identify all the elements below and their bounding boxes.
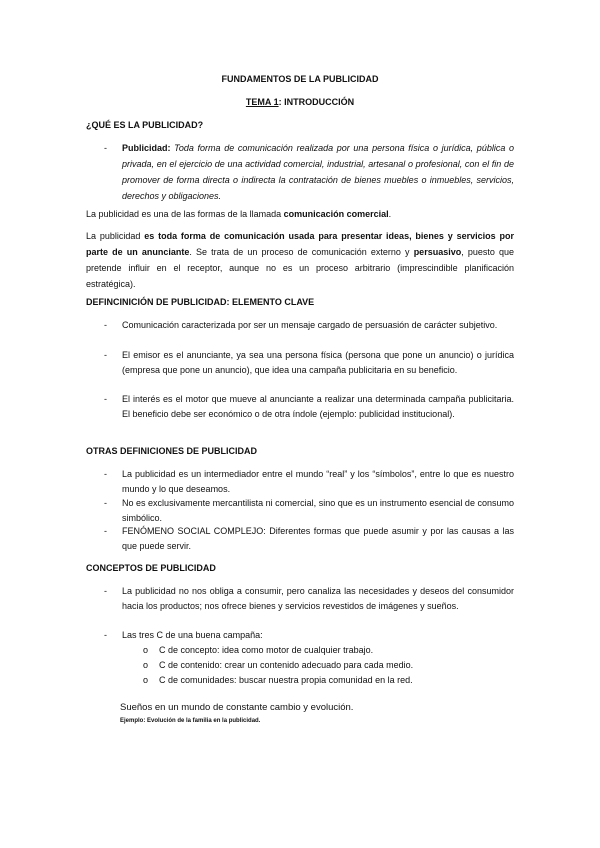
text-run-bold: persuasivo xyxy=(413,247,462,257)
list-item xyxy=(104,318,514,333)
list-item-text: El emisor es el anunciante, ya sea una persona física (persona que pone un anuncio) o jurídica (empresa que pone un anuncio), que idea una campaña publicitaria en su beneficio. xyxy=(122,350,514,376)
bullet-dash: - xyxy=(104,526,107,536)
topic-title xyxy=(0,97,600,107)
section-heading-key-element: DEFINCINICIÓN DE PUBLICIDAD: ELEMENTO CLAVE xyxy=(86,297,315,307)
sub-list-item xyxy=(143,643,373,658)
sub-list-item-text: C de concepto: idea como motor de cualquier trabajo. xyxy=(159,645,374,655)
list-item xyxy=(104,348,514,378)
text-run: . xyxy=(388,209,392,219)
paragraph-definition xyxy=(86,228,514,292)
list-item xyxy=(104,628,514,643)
sub-bullet: o xyxy=(143,660,149,670)
list-item-text: No es exclusivamente mercantilista ni comercial, sino que es un instrumento esencial de consumo simbólico. xyxy=(122,498,514,524)
section-heading-what-is: ¿QUÉ ES LA PUBLICIDAD? xyxy=(86,120,204,130)
definition-label: Publicidad: xyxy=(122,143,171,153)
list-item xyxy=(104,467,514,497)
list-item-text: El interés es el motor que mueve al anunciante a realizar una determinada campaña publicitaria. El beneficio debe ser económico o de otra índole (ejemplo: publicidad institucional). xyxy=(122,394,514,420)
text-run: La publicidad xyxy=(86,231,145,241)
list-item xyxy=(104,524,514,554)
text-run: . Se trata de un proceso de comunicación externo y xyxy=(189,247,414,257)
list-item-text: Comunicación caracterizada por ser un mensaje cargado de persuasión de carácter subjetivo. xyxy=(122,320,498,330)
section-heading-concepts: CONCEPTOS DE PUBLICIDAD xyxy=(86,563,216,573)
text-run-bold: es toda forma de comunicación usada para presentar ideas, bienes y servicios por parte de un anunciante xyxy=(86,231,514,257)
list-item xyxy=(104,392,514,422)
bullet-dash: - xyxy=(104,630,107,640)
topic-rest: : INTRODUCCIÓN xyxy=(278,97,355,107)
paragraph-commercial-communication xyxy=(86,206,514,222)
bullet-dash: - xyxy=(104,320,107,330)
list-item xyxy=(104,496,514,526)
sub-list-item-text: C de contenido: crear un contenido adecuado para cada medio. xyxy=(159,660,414,670)
closing-line: Sueños en un mundo de constante cambio y evolución. xyxy=(120,702,354,713)
list-item-definition xyxy=(104,140,514,204)
sub-bullet: o xyxy=(143,645,149,655)
bullet-dash: - xyxy=(104,143,107,153)
text-run: La publicidad es una de las formas de la llamada xyxy=(86,209,284,219)
topic-label: TEMA 1 xyxy=(245,97,279,107)
bullet-dash: - xyxy=(104,586,107,596)
list-item-text: La publicidad no nos obliga a consumir, pero canaliza las necesidades y deseos del consumidor hacia los productos; nos ofrece bienes y servicios revestidos de imágenes y sueños. xyxy=(122,586,514,612)
text-run-bold: comunicación comercial xyxy=(283,209,389,219)
definition-text: Toda forma de comunicación realizada por una persona física o jurídica, pública o privada, en el ejercicio de una actividad comercial, industrial, artesanal o profesional, con el fin de promover de forma directa o indirecta la contratación de bienes muebles o inmuebles, servicios, derechos y obligaciones. xyxy=(122,143,514,201)
bullet-dash: - xyxy=(104,394,107,404)
section-heading-other-definitions: OTRAS DEFINICIONES DE PUBLICIDAD xyxy=(86,446,258,456)
sub-list-item xyxy=(143,673,413,688)
list-item xyxy=(104,584,514,614)
bullet-dash: - xyxy=(104,469,107,479)
document-title: FUNDAMENTOS DE LA PUBLICIDAD xyxy=(221,74,379,84)
list-item-text: La publicidad es un intermediador entre el mundo “real” y los “símbolos”, entre lo que es nuestro mundo y lo que deseamos. xyxy=(122,469,514,495)
text-run: , puesto que pretende influir en el receptor, aunque no es un proceso arbitrario (imprescindible planificación estratégica). xyxy=(86,247,514,289)
bullet-dash: - xyxy=(104,498,107,508)
example-caption: Ejemplo: Evolución de la familia en la publicidad. xyxy=(120,718,261,724)
list-item-text: FENÓMENO SOCIAL COMPLEJO: Diferentes formas que puede asumir y por las causas a las que puede servir. xyxy=(122,526,514,552)
sub-list-item-text: C de comunidades: buscar nuestra propia comunidad en la red. xyxy=(159,675,413,685)
sub-bullet: o xyxy=(143,675,149,685)
sub-list-item xyxy=(143,658,413,673)
bullet-dash: - xyxy=(104,350,107,360)
list-item-text: Las tres C de una buena campaña: xyxy=(122,630,263,640)
